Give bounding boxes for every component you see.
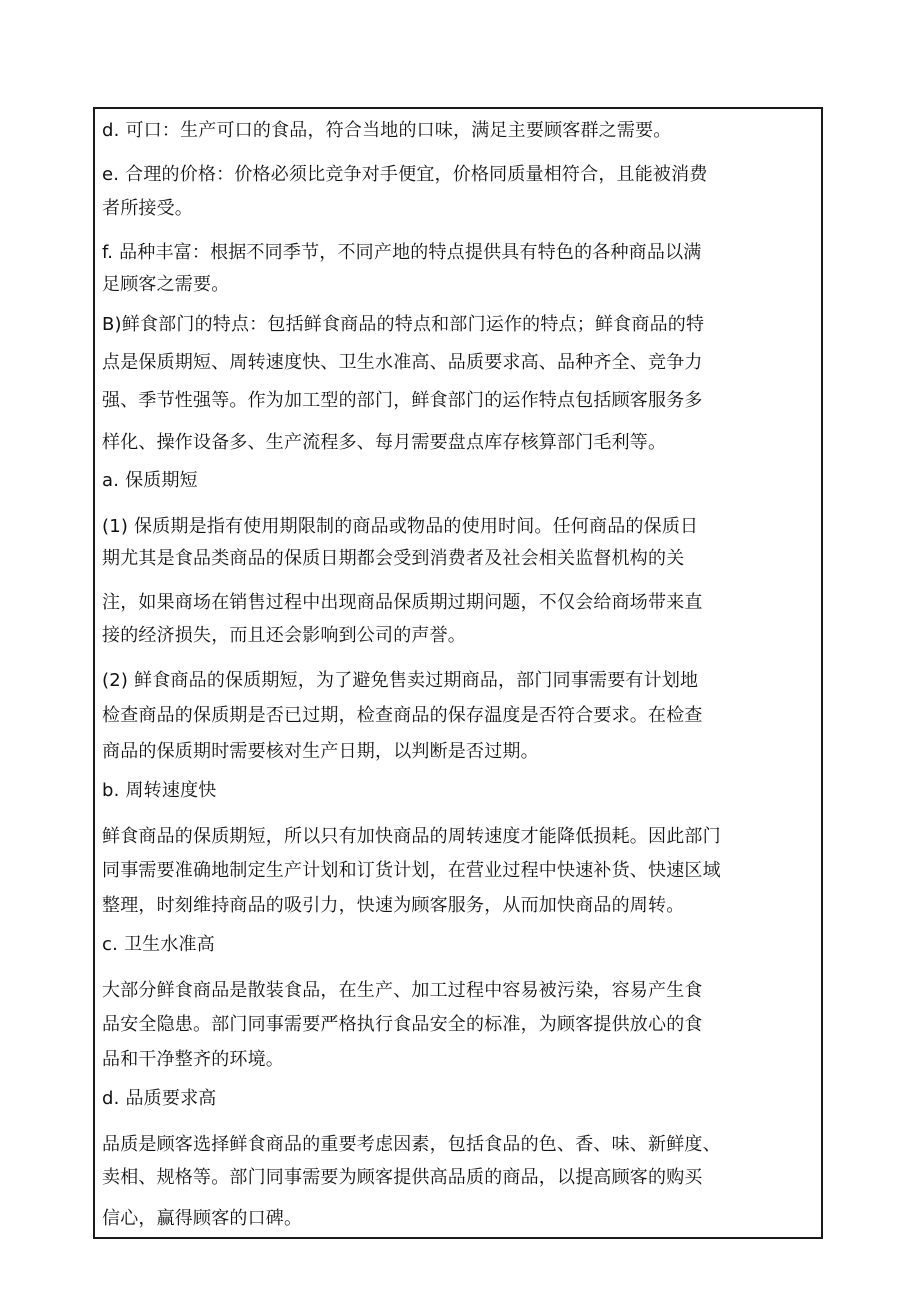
line-e-price-2: 者所接受。 bbox=[102, 198, 193, 219]
line-item2-1: (2) 鲜食商品的保质期短，为了避免售卖过期商品，部门同事需要有计划地 bbox=[102, 670, 699, 691]
heading-b-turnover: b. 周转速度快 bbox=[102, 780, 217, 801]
line-b-section-4: 样化、操作设备多、生产流程多、每月需要盘点库存核算部门毛利等。 bbox=[102, 432, 667, 453]
heading-d-quality: d. 品质要求高 bbox=[102, 1088, 217, 1109]
line-item1-2: 期尤其是食品类商品的保质日期都会受到消费者及社会相关监督机构的关 bbox=[102, 548, 685, 569]
line-b-section-2: 点是保质期短、周转速度快、卫生水准高、品质要求高、品种齐全、竞争力 bbox=[102, 352, 703, 373]
line-turnover-2: 同事需要准确地制定生产计划和订货计划，在营业过程中快速补货、快速区域 bbox=[102, 860, 721, 881]
heading-a-shelf-life: a. 保质期短 bbox=[102, 470, 198, 491]
line-b-section-1: B)鲜食部门的特点：包括鲜食商品的特点和部门运作的特点；鲜食商品的特 bbox=[102, 314, 705, 335]
line-turnover-3: 整理，时刻维持商品的吸引力，快速为顾客服务，从而加快商品的周转。 bbox=[102, 895, 685, 916]
line-f-variety-1: f. 品种丰富：根据不同季节，不同产地的特点提供具有特色的各种商品以满 bbox=[102, 242, 702, 263]
line-item2-3: 商品的保质期时需要核对生产日期，以判断是否过期。 bbox=[102, 741, 539, 762]
line-hygiene-2: 品安全隐患。部门同事需要严格执行食品安全的标准，为顾客提供放心的食 bbox=[102, 1014, 703, 1035]
line-turnover-1: 鲜食商品的保质期短，所以只有加快商品的周转速度才能降低损耗。因此部门 bbox=[102, 826, 721, 847]
line-quality-2: 卖相、规格等。部门同事需要为顾客提供高品质的商品，以提高顾客的购买 bbox=[102, 1167, 703, 1188]
line-item1-1: (1) 保质期是指有使用期限制的商品或物品的使用时间。任何商品的保质日 bbox=[102, 516, 699, 537]
line-hygiene-3: 品和干净整齐的环境。 bbox=[102, 1049, 284, 1070]
line-b-section-3: 强、季节性强等。作为加工型的部门，鲜食部门的运作特点包括顾客服务多 bbox=[102, 390, 703, 411]
line-quality-1: 品质是顾客选择鲜食商品的重要考虑因素，包括食品的色、香、味、新鲜度、 bbox=[102, 1134, 721, 1155]
line-d-tasty: d. 可口：生产可口的食品，符合当地的口味，满足主要顾客群之需要。 bbox=[102, 120, 672, 141]
line-quality-3: 信心，赢得顾客的口碑。 bbox=[102, 1208, 303, 1229]
line-item1-3: 注，如果商场在销售过程中出现商品保质期过期问题，不仅会给商场带来直 bbox=[102, 592, 703, 613]
line-item2-2: 检查商品的保质期是否已过期，检查商品的保存温度是否符合要求。在检查 bbox=[102, 705, 703, 726]
line-f-variety-2: 足顾客之需要。 bbox=[102, 274, 230, 295]
line-hygiene-1: 大部分鲜食商品是散装食品，在生产、加工过程中容易被污染，容易产生食 bbox=[102, 980, 703, 1001]
line-item1-4: 接的经济损失，而且还会影响到公司的声誉。 bbox=[102, 625, 466, 646]
line-e-price-1: e. 合理的价格：价格必须比竞争对手便宜，价格同质量相符合，且能被消费 bbox=[102, 164, 708, 185]
heading-c-hygiene: c. 卫生水准高 bbox=[102, 934, 215, 955]
